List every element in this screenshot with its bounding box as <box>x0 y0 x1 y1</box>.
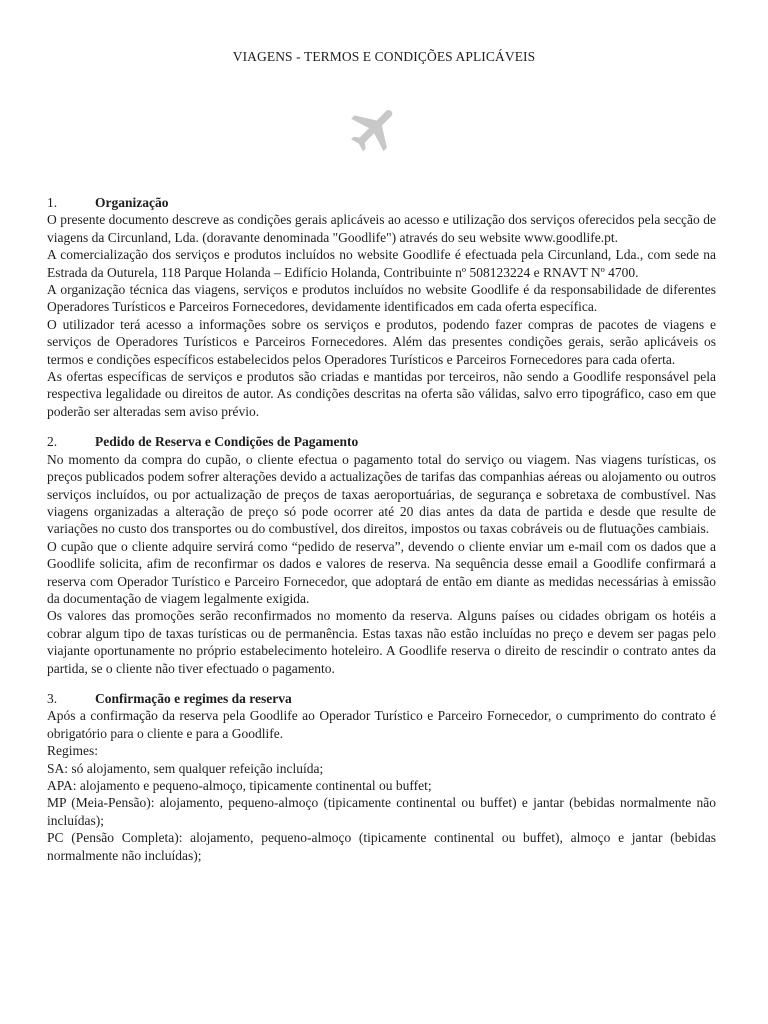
paragraph: No momento da compra do cupão, o cliente efectua o pagamento total do serviço ou viagem. Nas viagens turísticas, os preços publicados podem sofrer alterações devido a actualizações de tarifas das companhias aéreas ou alojamento ou outros serviços incluídos, ou por actualização de preços de taxas aeroportuárias, de segurança e sobretaxa de combustível. Nas viagens organizadas a alteração de preço só pode ocorrer até 20 dias antes da data de partida e desde que resulte de variações no custo dos transportes ou do combustível, dos direitos, impostos ou taxas cobráveis ou de flutuações cambiais. <box>47 451 716 537</box>
paragraph: A comercialização dos serviços e produtos incluídos no website Goodlife é efectuada pela Circunland, Lda., com sede na Estrada da Outurela, 118 Parque Holanda – Edifício Holanda, Contribuinte nº 508123224 e RNAVT Nº 4700. <box>47 247 716 280</box>
section-number: 1. <box>47 195 58 210</box>
section-organizacao <box>47 194 716 420</box>
section-number: 2. <box>47 434 58 450</box>
section-title: Confirmação e regimes da reserva <box>95 690 292 706</box>
paragraph: As ofertas específicas de serviços e produtos são criadas e mantidas por terceiros, não sendo a Goodlife responsável pela respectiva legalidade ou direitos de autor. As condições descritas na oferta são válidas, salvo erro tipográfico, caso em que poderão ser alteradas sem aviso prévio. <box>47 369 716 419</box>
section-heading <box>47 690 716 707</box>
section-title: Organização <box>95 195 169 210</box>
paragraph: A organização técnica das viagens, serviços e produtos incluídos no website Goodlife é da responsabilidade de diferentes Operadores Turísticos e Parceiros Fornecedores, devidamente identificados em cada oferta específica. <box>47 282 716 315</box>
airplane-icon <box>340 100 410 158</box>
section-title: Pedido de Reserva e Condições de Pagamento <box>95 434 359 450</box>
list-item: PC (Pensão Completa): alojamento, pequeno-almoço (tipicamente continental ou buffet), almoço e jantar (bebidas normalmente não incluídas); <box>47 830 716 863</box>
paragraph: O utilizador terá acesso a informações sobre os serviços e produtos, podendo fazer compras de pacotes de viagens e serviços de Operadores Turísticos e Parceiros Fornecedores. Além das presentes condições gerais, serão aplicáveis os termos e condições específicos estabelecidos pelos Operadores Turísticos e Parceiros Fornecedores para cada oferta. <box>47 316 716 367</box>
section-heading <box>47 433 716 450</box>
section-heading <box>47 194 716 211</box>
section-number: 3. <box>47 690 58 706</box>
paragraph: Os valores das promoções serão reconfirmados no momento da reserva. Alguns países ou cidades obrigam os hotéis a cobrar algum tipo de taxas turísticas ou de permanência. Estas taxas não estão incluídas no preço e devem ser pagas pelo viajante oportunamente no próprio estabelecimento hoteleiro. A Goodlife reserva o direito de rescindir o contrato antes da partida, se o cliente não tiver efectuado o pagamento. <box>47 608 716 676</box>
list-item: SA: só alojamento, sem qualquer refeição incluída; <box>47 760 324 776</box>
list-item: APA: alojamento e pequeno-almoço, tipicamente continental ou buffet; <box>47 778 432 793</box>
list-item: MP (Meia-Pensão): alojamento, pequeno-almoço (tipicamente continental ou buffet) e jantar (bebidas normalmente não incluídas); <box>47 795 716 828</box>
paragraph: O cupão que o cliente adquire servirá como “pedido de reserva”, devendo o cliente enviar um e-mail com os dados que a Goodlife solicita, afim de reconfirmar os dados e valores de reserva. Na sequência desse email a Goodlife confirmará a reserva com Operador Turístico e Parceiro Fornecedor, que adoptará de então em diante as medidas necessárias à emissão da documentação de viagem legalmente exigida. <box>47 538 716 606</box>
paragraph: Após a confirmação da reserva pela Goodlife ao Operador Turístico e Parceiro Fornecedor, o cumprimento do contrato é obrigatório para o cliente e para a Goodlife. <box>47 708 716 741</box>
paragraph: Regimes: <box>47 743 98 759</box>
document-body <box>47 194 716 877</box>
section-pedido-reserva <box>47 433 716 677</box>
section-confirmacao-regimes <box>47 690 716 864</box>
document-title: VIAGENS - TERMOS E CONDIÇÕES APLICÁVEIS <box>232 49 536 64</box>
paragraph: O presente documento descreve as condições gerais aplicáveis ao acesso e utilização dos serviços oferecidos pela secção de viagens da Circunland, Lda. (doravante denominada "Goodlife") através do seu website www.goodlife.pt. <box>47 212 716 245</box>
